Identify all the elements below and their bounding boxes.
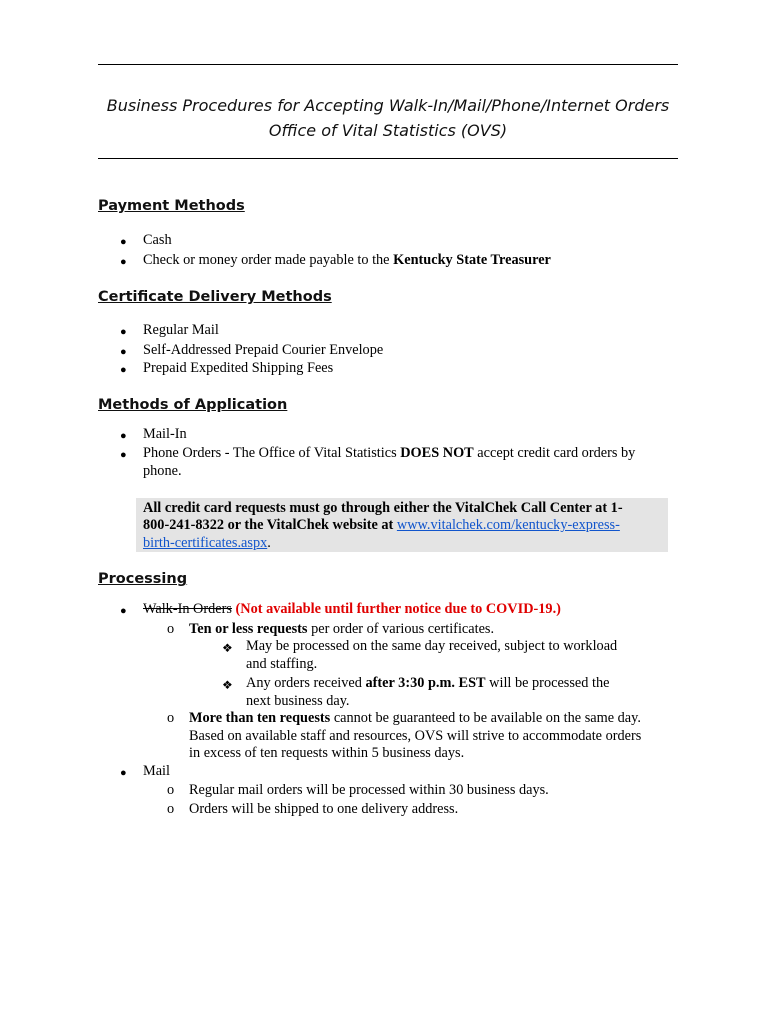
bullet-icon: ● <box>120 767 127 779</box>
delivery-item: Regular Mail <box>143 322 219 338</box>
bullet-icon: ● <box>120 326 127 338</box>
application-phone <box>143 444 635 463</box>
payment-methods-heading: Payment Methods <box>98 198 245 214</box>
processing-heading: Processing <box>98 571 188 587</box>
delivery-item: Prepaid Expedited Shipping Fees <box>143 360 334 376</box>
mail-processing-item: Orders will be shipped to one delivery address. <box>189 801 459 817</box>
payment-check-text: Check or money order made payable to the <box>143 252 394 268</box>
delivery-item: Self-Addressed Prepaid Courier Envelope <box>143 342 384 358</box>
bullet-icon: ● <box>120 449 127 461</box>
sub-bullet-icon: o <box>167 621 175 637</box>
bullet-icon: ● <box>120 605 127 617</box>
sub-bullet-icon: o <box>167 710 175 726</box>
diamond-bullet-icon: ❖ <box>222 641 233 655</box>
bullet-icon: ● <box>120 346 127 358</box>
application-methods-heading: Methods of Application <box>98 397 288 413</box>
ten-or-less-bold: Ten or less requests <box>189 621 308 637</box>
note-period: . <box>267 535 271 551</box>
diamond-bullet-icon: ❖ <box>222 678 233 692</box>
ten-or-less-text: per order of various certificates. <box>307 621 495 637</box>
cutoff-time: after 3:30 p.m. EST <box>365 675 486 691</box>
top-rule <box>98 64 678 65</box>
same-day-note: May be processed on the same day received, subject to workload <box>246 638 618 654</box>
ten-or-less <box>189 620 494 639</box>
payment-check <box>143 251 551 270</box>
payment-cash: Cash <box>143 232 172 248</box>
bottom-rule <box>98 158 678 159</box>
phone-text: Phone Orders - The Office of Vital Statistics <box>143 445 401 461</box>
more-than-ten-line3: in excess of ten requests within 5 business days. <box>189 745 465 761</box>
credit-card-note-line2 <box>143 516 620 535</box>
vitalchek-link-cont[interactable]: birth-certificates.aspx <box>143 535 268 551</box>
more-than-ten-bold: More than ten requests <box>189 710 331 726</box>
application-mail-in: Mail-In <box>143 426 187 442</box>
bullet-icon: ● <box>120 236 127 248</box>
walk-in-orders <box>143 600 561 619</box>
phone-emphasis: DOES NOT <box>400 445 474 461</box>
more-than-ten <box>189 709 641 728</box>
bullet-icon: ● <box>120 364 127 376</box>
after-cutoff-note <box>246 674 609 693</box>
bullet-icon: ● <box>120 256 127 268</box>
walk-in-label: Walk-In Orders <box>143 601 232 617</box>
covid-notice: (Not available until further notice due to COVID-19.) <box>231 601 561 617</box>
after-cutoff-text: Any orders received <box>246 675 366 691</box>
document-title-line1: Business Procedures for Accepting Walk-In/Mail/Phone/Internet Orders <box>106 96 670 115</box>
more-than-ten-line2: Based on available staff and resources, OVS will strive to accommodate orders <box>189 728 642 744</box>
delivery-methods-heading: Certificate Delivery Methods <box>98 289 332 305</box>
credit-card-note-line1: All credit card requests must go through either the VitalChek Call Center at 1- <box>143 500 623 516</box>
phone-text-end: accept credit card orders by <box>473 445 636 461</box>
sub-bullet-icon: o <box>167 801 175 817</box>
payment-payee: Kentucky State Treasurer <box>393 252 551 268</box>
note-text: 800-241-8322 or the VitalChek website at <box>143 517 397 533</box>
same-day-note-line2: and staffing. <box>246 656 318 672</box>
mail-processing-item: Regular mail orders will be processed within 30 business days. <box>189 782 549 798</box>
after-cutoff-text-end: will be processed the <box>485 675 610 691</box>
application-phone-line2: phone. <box>143 463 182 479</box>
mail-processing: Mail <box>143 763 171 779</box>
document-title-line2: Office of Vital Statistics (OVS) <box>268 121 508 140</box>
sub-bullet-icon: o <box>167 782 175 798</box>
more-than-ten-text: cannot be guaranteed to be available on the same day. <box>330 710 641 726</box>
credit-card-note-line3 <box>143 534 271 553</box>
after-cutoff-line2: next business day. <box>246 693 350 709</box>
vitalchek-link[interactable]: www.vitalchek.com/kentucky-express- <box>396 517 620 533</box>
bullet-icon: ● <box>120 430 127 442</box>
